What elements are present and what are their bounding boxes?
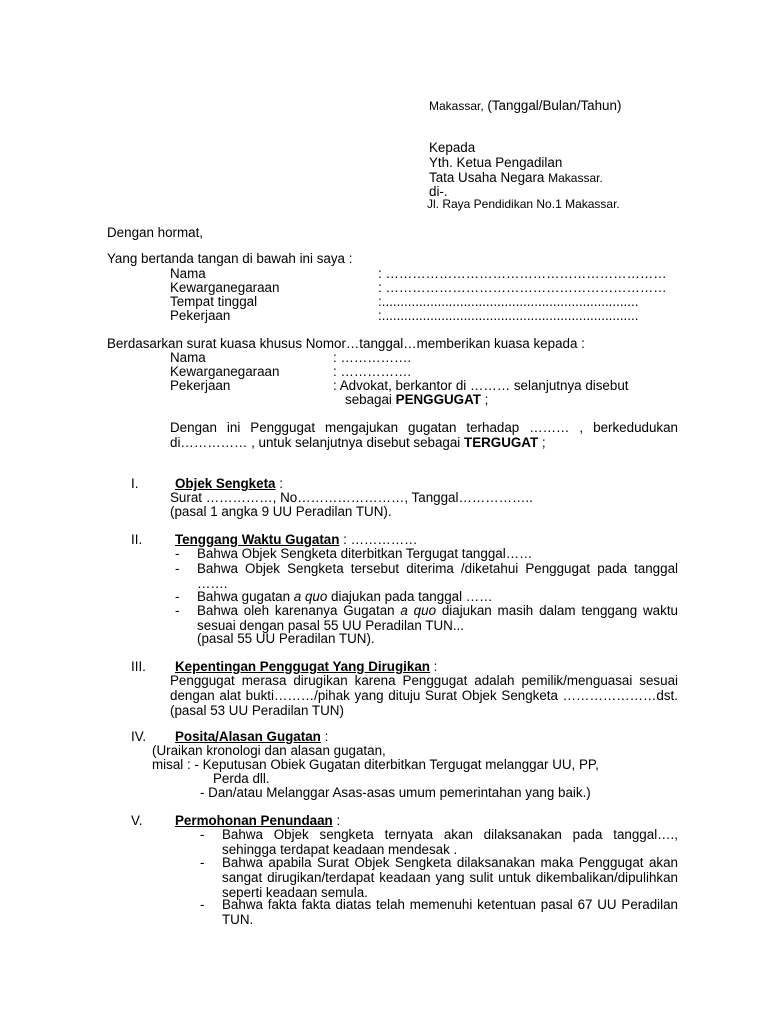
- section-body: Penggugat merasa dirugikan karena Penggugat adalah pemilik/menguasai sesuai dengan alat bukti………/pihak yang dituju Surat Objek Sengketa …………………dst. (pasal 53 UU Peradilan TUN): [170, 673, 678, 718]
- section-closing: (pasal 55 UU Peradilan TUN).: [197, 631, 375, 646]
- salutation: Dengan hormat,: [107, 225, 204, 240]
- section-heading: [175, 813, 340, 828]
- recipient-court: Tata Usaha Negara: [429, 170, 549, 185]
- list-item: [197, 589, 493, 604]
- letter-date: [429, 98, 621, 114]
- poa-field-value: : …………….: [333, 350, 412, 365]
- list-item: Bahwa Objek Sengketa tersebut diterima /diketahui Penggugat pada tanggal …….: [197, 561, 678, 591]
- section-numeral: IV.: [131, 729, 147, 744]
- section-title: Tenggang Waktu Gugatan: [175, 532, 340, 547]
- letter-place: Makassar,: [429, 99, 484, 113]
- list-item: Bahwa Objek Sengketa diterbitkan Tergugat tanggal……: [197, 546, 533, 561]
- signer-field-label: Kewarganegaraan: [170, 280, 280, 295]
- list-item-text: diajukan masih dalam tenggang waktu sesuai dengan pasal 55 UU Peradilan TUN...: [197, 603, 678, 633]
- list-item-italic: a quo: [400, 603, 437, 618]
- lawsuit-statement: [170, 420, 678, 450]
- section-numeral: III.: [131, 659, 146, 674]
- poa-continuation: [345, 392, 488, 407]
- recipient-line: [429, 170, 603, 186]
- section-numeral: I.: [131, 476, 139, 491]
- signer-field-value: :.....................................................................: [378, 294, 639, 309]
- bullet-dash: -: [200, 855, 205, 870]
- section-line: (pasal 1 angka 9 UU Peradilan TUN).: [170, 504, 392, 519]
- signer-field-value: : ………………………………………………………: [378, 280, 667, 295]
- bullet-dash: -: [200, 897, 205, 912]
- section-heading: [175, 659, 437, 674]
- section-line: Perda dll.: [213, 771, 270, 786]
- list-item: Bahwa apabila Surat Objek Sengketa dilaksanakan maka Penggugat akan sangat dirugikan/terdapat keadaan yang sulit untuk dikembalikan/dipulihkan seperti keadaan semula.: [222, 855, 678, 900]
- signer-field-value: : ………………………………………………………: [378, 266, 667, 281]
- recipient-line: di-.: [429, 184, 448, 199]
- bullet-dash: -: [175, 561, 180, 576]
- section-line: - Dan/atau Melanggar Asas-asas umum pemerintahan yang baik.): [200, 785, 591, 800]
- poa-field-value: : …………….: [333, 364, 412, 379]
- list-item-italic: a quo: [293, 589, 328, 604]
- poa-field-label: Pekerjaan: [170, 378, 231, 393]
- section-heading: [175, 532, 418, 547]
- signer-field-label: Nama: [170, 266, 206, 281]
- bullet-dash: -: [175, 589, 180, 604]
- section-line: misal : - Keputusan Obiek Gugatan diterbitkan Tergugat melanggar UU, PP,: [152, 757, 599, 772]
- recipient-line: Kepada: [429, 140, 476, 155]
- signer-intro: Yang bertanda tangan di bawah ini saya :: [107, 251, 353, 266]
- lawsuit-statement-text: Dengan ini Penggugat mengajukan gugatan terhadap ……… , berkedudukan di…………… , untuk selanjutnya disebut sebagai: [170, 420, 678, 450]
- poa-intro: Berdasarkan surat kuasa khusus Nomor…tanggal…memberikan kuasa kepada :: [107, 336, 585, 351]
- signer-field-label: Tempat tinggal: [170, 294, 258, 309]
- poa-continuation-text: sebagai: [345, 392, 396, 407]
- recipient-line: Yth. Ketua Pengadilan: [429, 155, 563, 170]
- poa-field-value: : Advokat, berkantor di ……… selanjutnya disebut: [333, 378, 629, 393]
- list-item-text: Bahwa oleh karenanya Gugatan: [197, 603, 401, 618]
- recipient-city: Makassar.: [548, 171, 603, 185]
- bullet-dash: -: [175, 603, 180, 618]
- section-suffix: :: [320, 729, 329, 744]
- section-suffix: : ……………: [339, 532, 418, 547]
- list-item: Bahwa Objek sengketa ternyata akan dilaksanakan pada tanggal…., sehingga terdapat keadaan mendesak .: [222, 827, 678, 857]
- poa-continuation-end: ;: [480, 392, 489, 407]
- section-heading: [175, 476, 283, 491]
- poa-field-label: Nama: [170, 350, 206, 365]
- section-line: Surat ……………, No……………………, Tanggal……………..: [170, 490, 533, 505]
- section-suffix: :: [429, 659, 438, 674]
- signer-field-label: Pekerjaan: [170, 308, 231, 323]
- letter-date-format: (Tanggal/Bulan/Tahun): [483, 98, 622, 113]
- signer-field-value: :.....................................................................: [378, 308, 639, 323]
- defendant-term: TERGUGAT: [464, 435, 539, 450]
- list-item: Bahwa fakta fakta diatas telah memenuhi ketentuan pasal 67 UU Peradilan TUN.: [222, 897, 678, 927]
- plaintiff-term: PENGGUGAT: [395, 392, 481, 407]
- section-numeral: II.: [131, 532, 143, 547]
- recipient-address: Jl. Raya Pendidikan No.1 Makassar.: [427, 197, 620, 211]
- list-item-text: diajukan pada tanggal ……: [327, 589, 493, 604]
- section-line: (Uraikan kronologi dan alasan gugatan,: [152, 743, 386, 758]
- section-title: Posita/Alasan Gugatan: [175, 729, 321, 744]
- section-title: Permohonan Penundaan: [175, 813, 333, 828]
- section-title: Kepentingan Penggugat Yang Dirugikan: [175, 659, 430, 674]
- section-title: Objek Sengketa: [175, 476, 276, 491]
- poa-field-label: Kewarganegaraan: [170, 364, 280, 379]
- lawsuit-statement-end: ;: [538, 435, 546, 450]
- list-item: [197, 603, 678, 633]
- section-suffix: :: [275, 476, 283, 491]
- list-item-text: Bahwa gugatan: [197, 589, 294, 604]
- bullet-dash: -: [175, 546, 180, 561]
- section-heading: [175, 729, 328, 744]
- section-numeral: V.: [131, 813, 143, 828]
- bullet-dash: -: [200, 827, 205, 842]
- section-suffix: :: [332, 813, 341, 828]
